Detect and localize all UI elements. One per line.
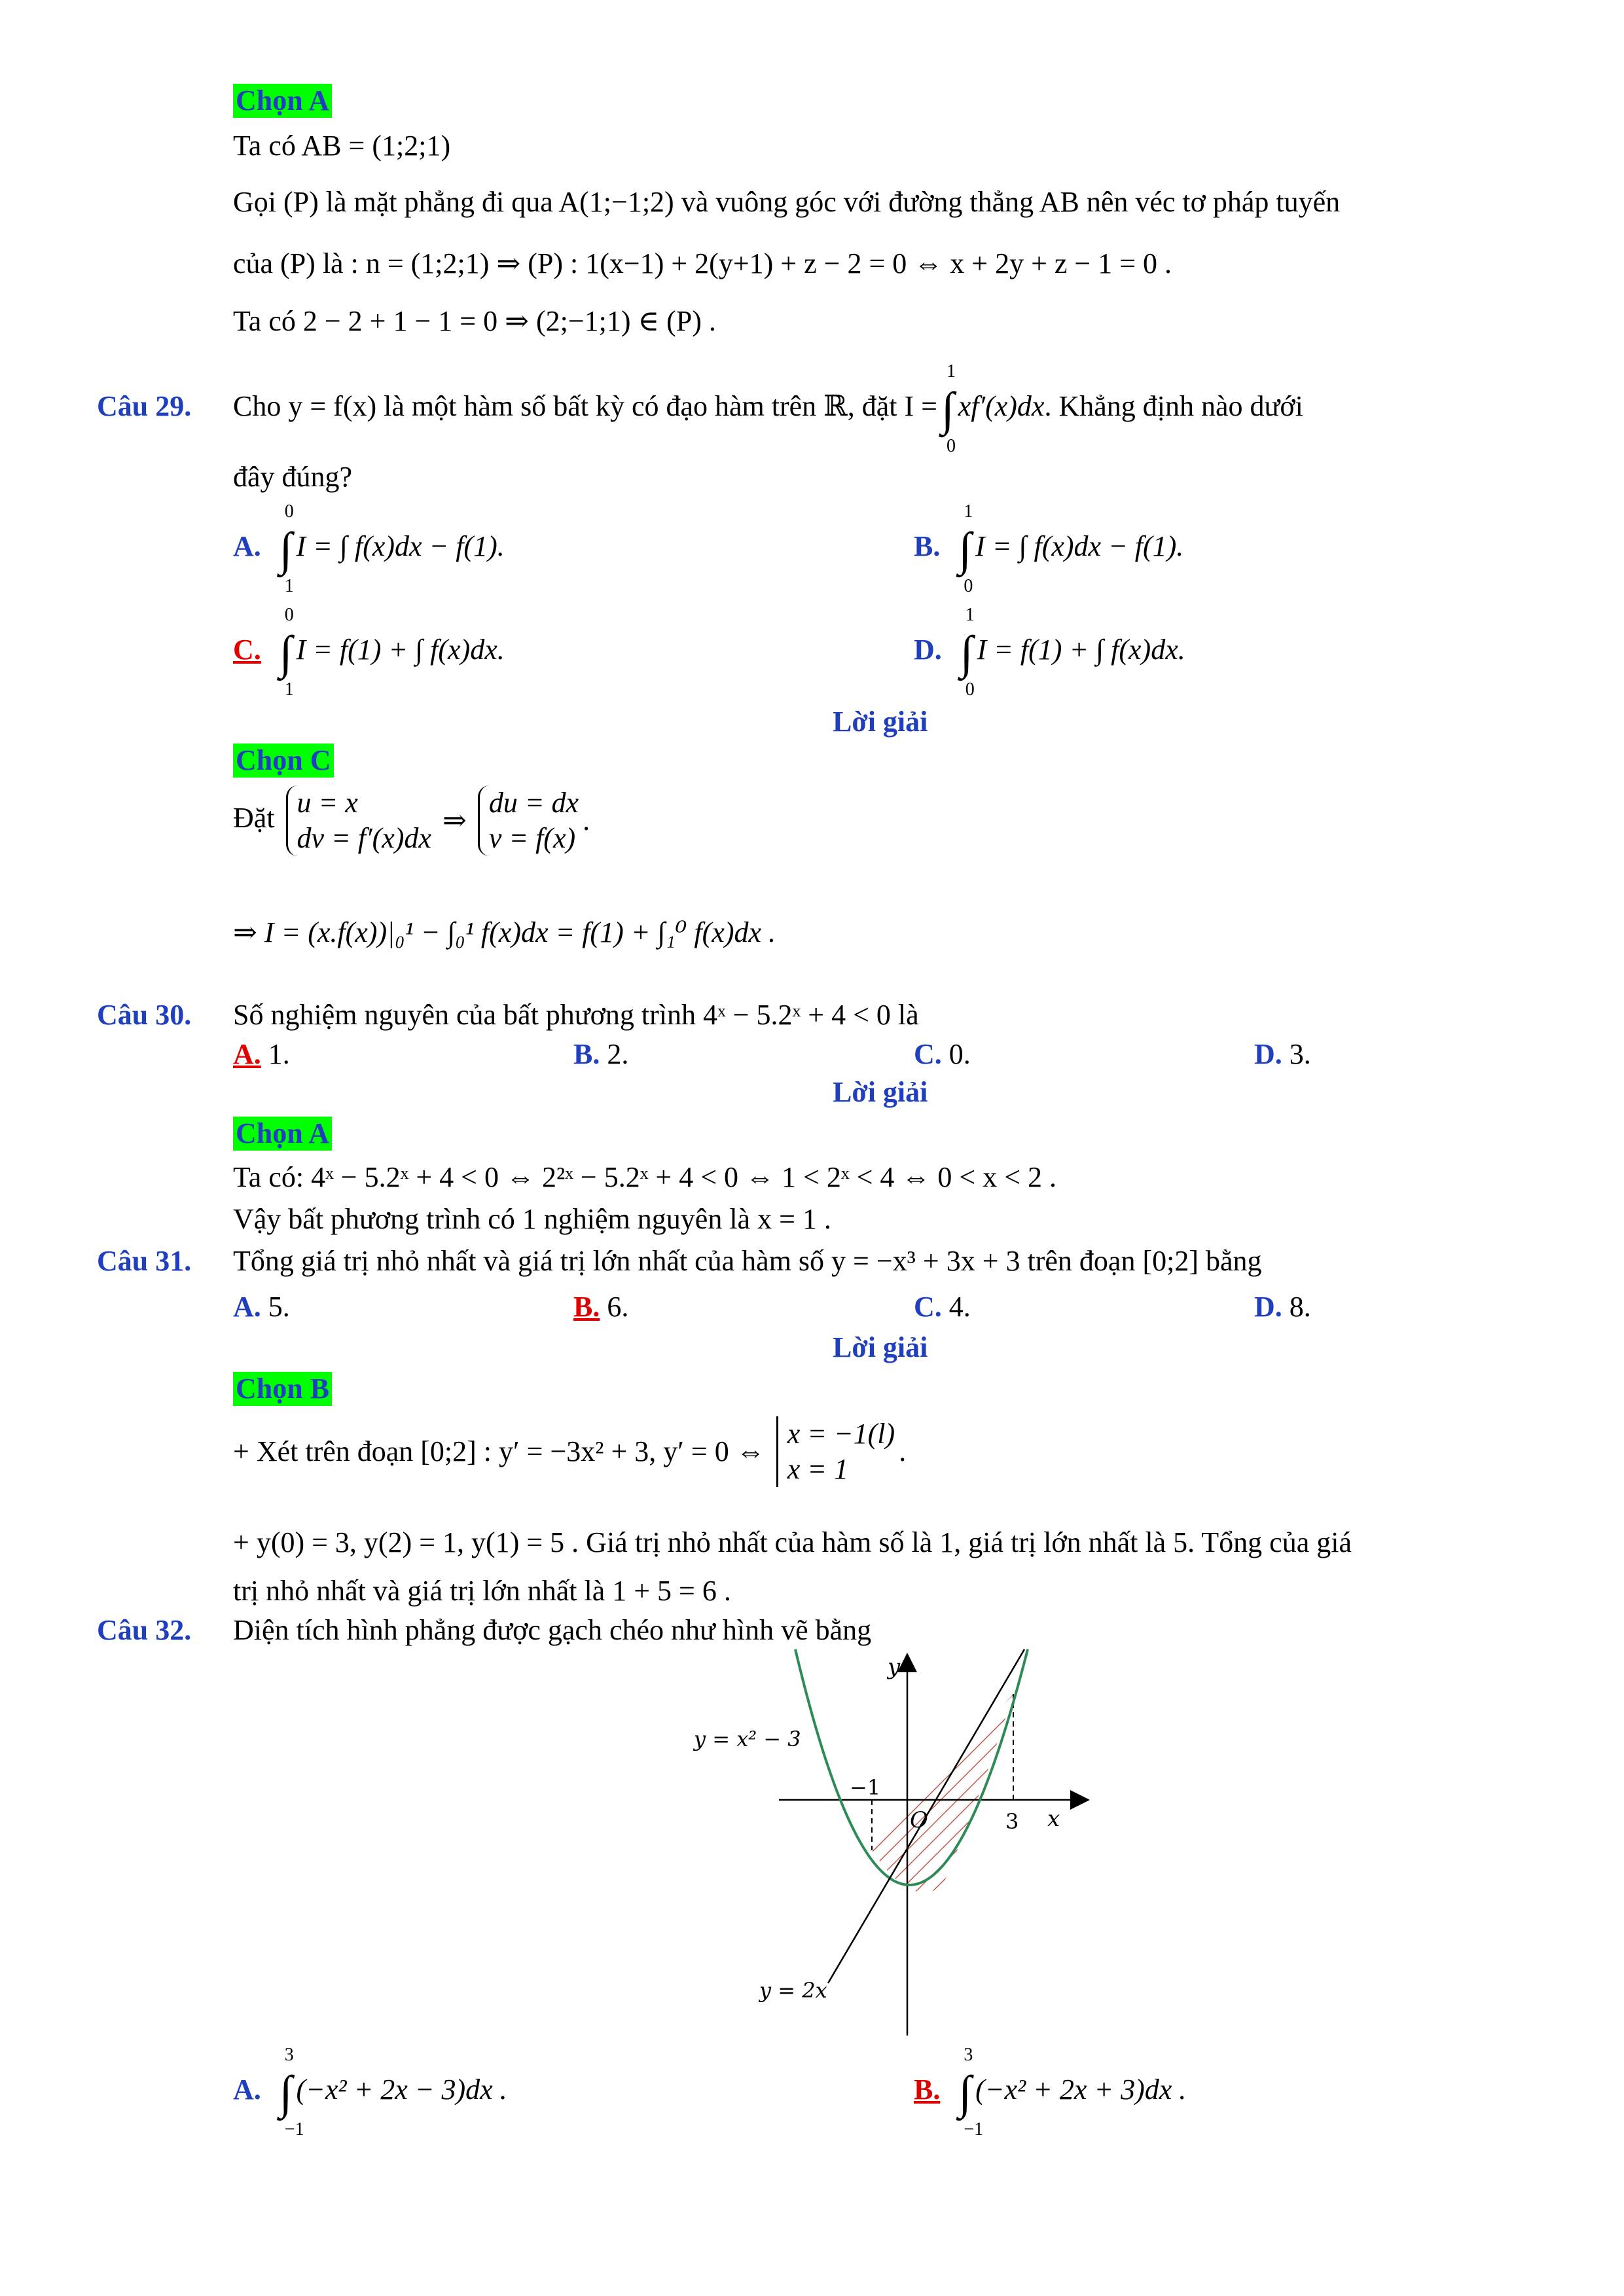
q29-text: [233, 361, 1303, 456]
q29-option-c[interactable]: C. ∫ 0 1 I = f(1) + ∫ f(x)dx.: [233, 604, 505, 700]
q31-option-c[interactable]: C. 4.: [914, 1291, 971, 1323]
q29-system-2: du = dx v = f(x): [478, 785, 579, 856]
q32-option-b[interactable]: B. ∫ 3 −1 (−x² + 2x + 3)dx .: [914, 2044, 1187, 2140]
q29-option-a[interactable]: A. ∫ 0 1 I = ∫ f(x)dx − f(1).: [233, 501, 505, 596]
integral-sign-icon: ∫ 1 0: [941, 361, 956, 456]
q30-option-d[interactable]: D. 3.: [1254, 1038, 1311, 1070]
q30-label: Câu 30.: [97, 999, 192, 1031]
q32-graph: [681, 1643, 1100, 2049]
line-label: y = 2x: [759, 1978, 827, 2003]
q29-system-1: u = x dv = f′(x)dx: [286, 785, 431, 856]
integral-sign-icon: ∫ 0 1: [279, 604, 294, 700]
q29-dat: Đặt u = x dv = f′(x)dx ⇒ du = dx v = f(x) .: [233, 785, 590, 856]
graph-xlabel: x: [1047, 1806, 1060, 1832]
q30-solution-line1: Ta có: 4ˣ − 5.2ˣ + 4 < 0 ⇔ 2²ˣ − 5.2ˣ + 4 < 0 ⇔ 1 < 2ˣ < 4 ⇔ 0 < x < 2 .: [233, 1161, 1057, 1193]
q29-final-line: ⇒ I = (x.f(x))|₀¹ − ∫₀¹ f(x)dx = f(1) + ∫₁⁰ f(x)dx .: [233, 916, 776, 948]
q29-text1: Cho y = f(x) là một hàm số bất kỳ có đạo hàm trên ℝ, đặt I =: [233, 390, 937, 422]
blk28-line3: của (P) là : n = (1;2;1) ⇒ (P) : 1(x−1) + 2(y+1) + z − 2 = 0 ⇔ x + 2y + z − 1 = 0 .: [233, 247, 1172, 279]
integral-sign-icon: ∫ 0 1: [279, 501, 294, 596]
integral-sign-icon: ∫ 1 0: [960, 604, 975, 700]
q30-option-c[interactable]: C. 0.: [914, 1038, 971, 1070]
blk28-line4: Ta có 2 − 2 + 1 − 1 = 0 ⇒ (2;−1;1) ∈ (P) .: [233, 305, 716, 337]
q30-loigiai: Lời giải: [833, 1076, 928, 1108]
q31-solution-line1: + Xét trên đoạn [0;2] : y′ = −3x² + 3, y′ = 0 ⇔ x = −1(l) x = 1 .: [233, 1416, 906, 1487]
chon-28: Chọn A: [233, 84, 332, 118]
q29-label: Câu 29.: [97, 390, 192, 422]
q31-text: Tổng giá trị nhỏ nhất và giá trị lớn nhất của hàm số y = −x³ + 3x + 3 trên đoạn [0;2] bằng: [233, 1245, 1262, 1277]
q31-option-a[interactable]: A. 5.: [233, 1291, 290, 1323]
q30-option-b[interactable]: B. 2.: [573, 1038, 629, 1070]
q32-text: Diện tích hình phẳng được gạch chéo như hình vẽ bằng: [233, 1614, 872, 1646]
graph-ylabel: y: [888, 1654, 901, 1680]
integral-sign-icon: ∫ 3 −1: [958, 2044, 984, 2140]
graph-origin: O: [910, 1807, 928, 1833]
q32-option-a[interactable]: A. ∫ 3 −1 (−x² + 2x − 3)dx .: [233, 2044, 507, 2140]
blk28-line1: Ta có AB = (1;2;1): [233, 130, 451, 162]
q30-option-a[interactable]: A. 1.: [233, 1038, 290, 1070]
q30-solution-line2: Vậy bất phương trình có 1 nghiệm nguyên là x = 1 .: [233, 1203, 831, 1235]
integral-sign-icon: ∫ 1 0: [958, 501, 973, 596]
tick-3: 3: [1005, 1809, 1019, 1834]
q31-bracket-system: x = −1(l) x = 1: [776, 1416, 895, 1487]
q31-solution-line3: trị nhỏ nhất và giá trị lớn nhất là 1 + 5 = 6 .: [233, 1575, 731, 1607]
q31-solution-line2: + y(0) = 3, y(2) = 1, y(1) = 5 . Giá trị nhỏ nhất của hàm số là 1, giá trị lớn nhất là 5. Tổng của giá: [233, 1526, 1352, 1558]
hatched-region: [872, 1694, 1013, 1892]
q29-option-b[interactable]: B. ∫ 1 0 I = ∫ f(x)dx − f(1).: [914, 501, 1184, 596]
q31-loigiai: Lời giải: [833, 1331, 928, 1363]
q29-loigiai: Lời giải: [833, 706, 928, 738]
q29-option-d[interactable]: D. ∫ 1 0 I = f(1) + ∫ f(x)dx.: [914, 604, 1185, 700]
curve-label: y = x² − 3: [694, 1727, 801, 1751]
integral-sign-icon: ∫ 3 −1: [279, 2044, 304, 2140]
chon-31: Chọn B: [233, 1372, 332, 1406]
q30-text: Số nghiệm nguyên của bất phương trình 4ˣ − 5.2ˣ + 4 < 0 là: [233, 999, 919, 1031]
q31-option-d[interactable]: D. 8.: [1254, 1291, 1311, 1323]
chon-30: Chọn A: [233, 1117, 332, 1151]
q32-label: Câu 32.: [97, 1614, 192, 1646]
q31-option-b[interactable]: B. 6.: [573, 1291, 629, 1323]
chon-29: Chọn C: [233, 744, 334, 778]
q31-label: Câu 31.: [97, 1245, 192, 1277]
tick-neg1: −1: [850, 1775, 881, 1800]
q29-text3: đây đúng?: [233, 461, 353, 493]
blk28-line2: Gọi (P) là mặt phẳng đi qua A(1;−1;2) và vuông góc với đường thẳng AB nên véc tơ pháp tuyến: [233, 186, 1341, 218]
q29-text2: . Khẳng định nào dưới: [1044, 390, 1303, 422]
q29-integrand: xf′(x)dx: [958, 390, 1045, 422]
